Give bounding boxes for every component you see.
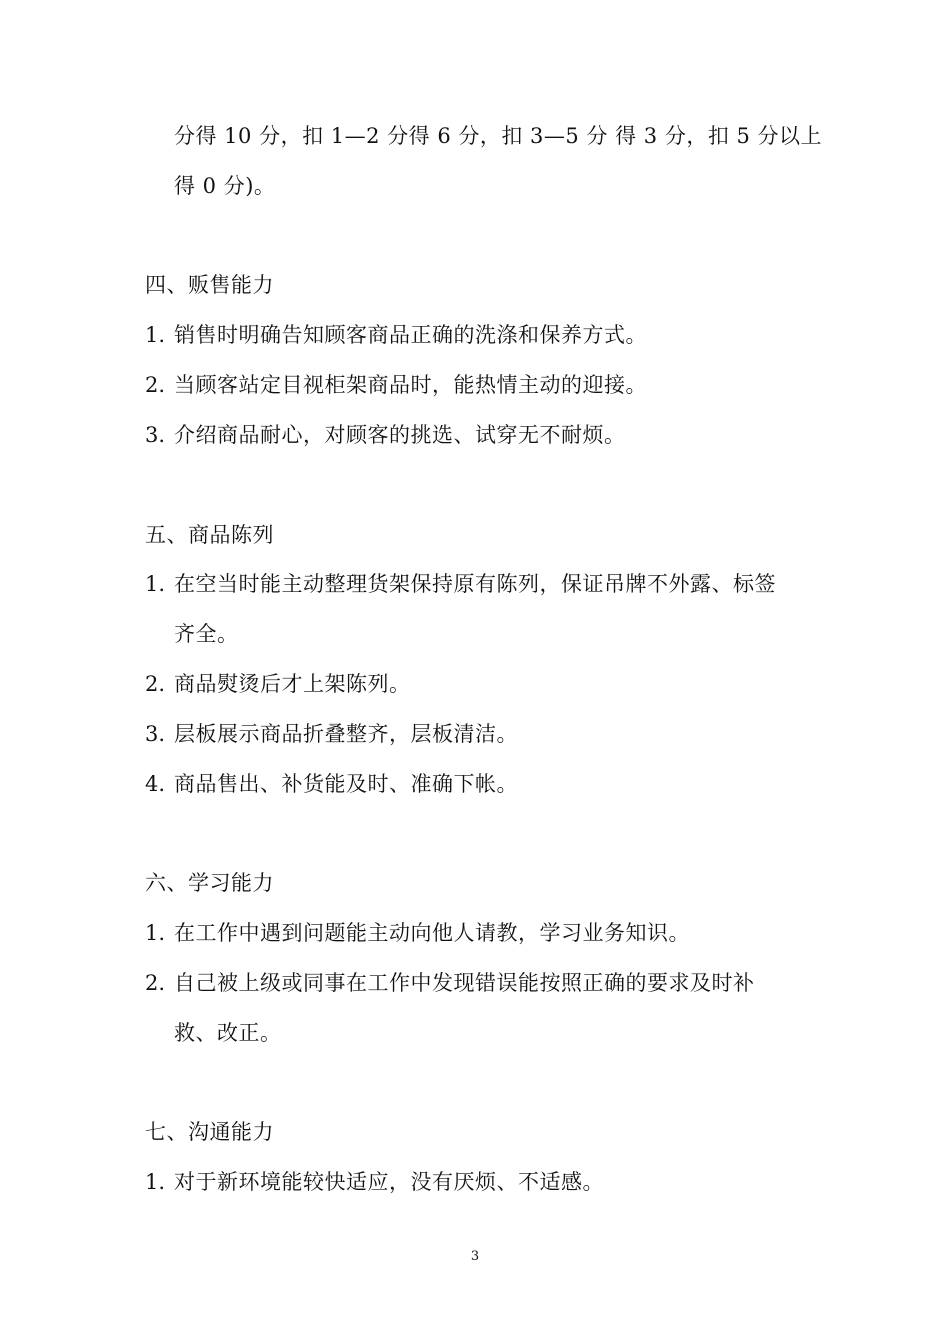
- item-number: 3.: [145, 722, 166, 746]
- item-text-continuation: 齐全。: [174, 622, 239, 646]
- item-number: 4.: [145, 772, 166, 796]
- item-number: 1.: [145, 1170, 166, 1194]
- intro-line-1: 分得 10 分，扣 1—2 分得 6 分，扣 3—5 分 得 3 分，扣 5 分以上: [174, 124, 823, 148]
- item-text: 销售时明确告知顾客商品正确的洗涤和保养方式。: [174, 323, 647, 347]
- item-number: 2.: [145, 373, 166, 397]
- item-number: 1.: [145, 921, 166, 945]
- item-number: 1.: [145, 323, 166, 347]
- item-text: 在工作中遇到问题能主动向他人请教，学习业务知识。: [174, 921, 690, 945]
- section-heading: 五、商品陈列: [145, 523, 274, 547]
- item-text: 介绍商品耐心，对顾客的挑选、试穿无不耐烦。: [174, 423, 626, 447]
- item-number: 3.: [145, 423, 166, 447]
- item-text: 层板展示商品折叠整齐，层板清洁。: [174, 722, 518, 746]
- item-number: 2.: [145, 971, 166, 995]
- item-number: 2.: [145, 672, 166, 696]
- item-text: 自己被上级或同事在工作中发现错误能按照正确的要求及时补: [174, 971, 755, 995]
- item-text: 商品熨烫后才上架陈列。: [174, 672, 411, 696]
- section-heading: 四、贩售能力: [145, 273, 274, 297]
- intro-line-2: 得 0 分)。: [174, 174, 276, 198]
- item-text: 商品售出、补货能及时、准确下帐。: [174, 772, 518, 796]
- item-text: 当顾客站定目视柜架商品时，能热情主动的迎接。: [174, 373, 647, 397]
- section-heading: 七、沟通能力: [145, 1120, 274, 1144]
- item-number: 1.: [145, 572, 166, 596]
- page-number: 3: [470, 1249, 480, 1264]
- item-text: 对于新环境能较快适应，没有厌烦、不适感。: [174, 1170, 604, 1194]
- item-text-continuation: 救、改正。: [174, 1021, 282, 1045]
- section-heading: 六、学习能力: [145, 871, 274, 895]
- item-text: 在空当时能主动整理货架保持原有陈列，保证吊牌不外露、标签: [174, 572, 776, 596]
